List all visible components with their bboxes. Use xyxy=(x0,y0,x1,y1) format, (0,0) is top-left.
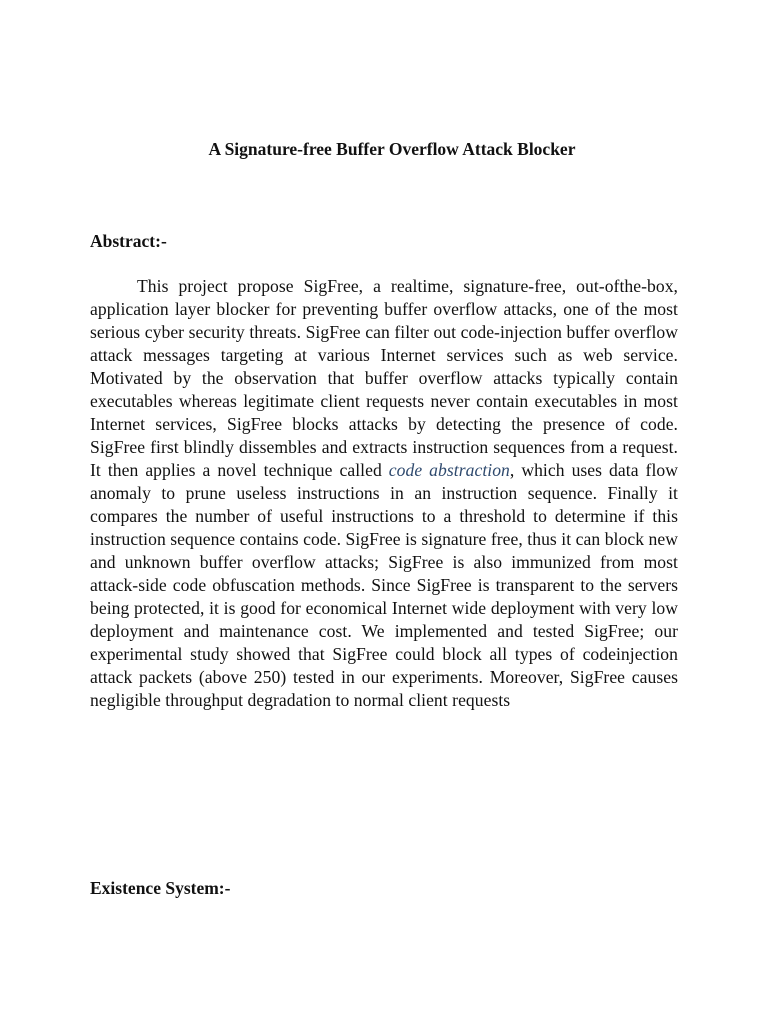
code-abstraction-term: code abstraction xyxy=(388,460,510,480)
abstract-heading: Abstract:- xyxy=(90,231,167,251)
abstract-paragraph xyxy=(90,275,678,712)
existence-system-heading: Existence System:- xyxy=(90,878,231,898)
abstract-text-part-1: This project propose SigFree, a realtime, signature-free, out-ofthe-box, application layer blocker for preventing buffer overflow attacks, one of the most serious cyber security threats. SigFree can filter out code-injection buffer overflow attack messages targeting at various Internet services such as web service. Motivated by the observation that buffer overflow attacks typically contain executables whereas legitimate client requests never contain executables in most Internet services, SigFree blocks attacks by detecting the presence of code. SigFree first blindly dissembles and extracts instruction sequences from a request. It then applies a novel technique called xyxy=(90,276,678,480)
document-title: A Signature-free Buffer Overflow Attack Blocker xyxy=(208,139,576,159)
abstract-text-part-2: , which uses data flow anomaly to prune useless instructions in an instruction sequence. Finally it compares the number of useful instructions to a threshold to determine if this instruction sequence contains code. SigFree is signature free, thus it can block new and unknown buffer overflow attacks; SigFree is also immunized from most attack-side code obfuscation methods. Since SigFree is transparent to the servers being protected, it is good for economical Internet wide deployment with very low deployment and maintenance cost. We implemented and tested SigFree; our experimental study showed that SigFree could block all types of codeinjection attack packets (above 250) tested in our experiments. Moreover, SigFree causes negligible throughput degradation to normal client requests xyxy=(90,460,678,710)
